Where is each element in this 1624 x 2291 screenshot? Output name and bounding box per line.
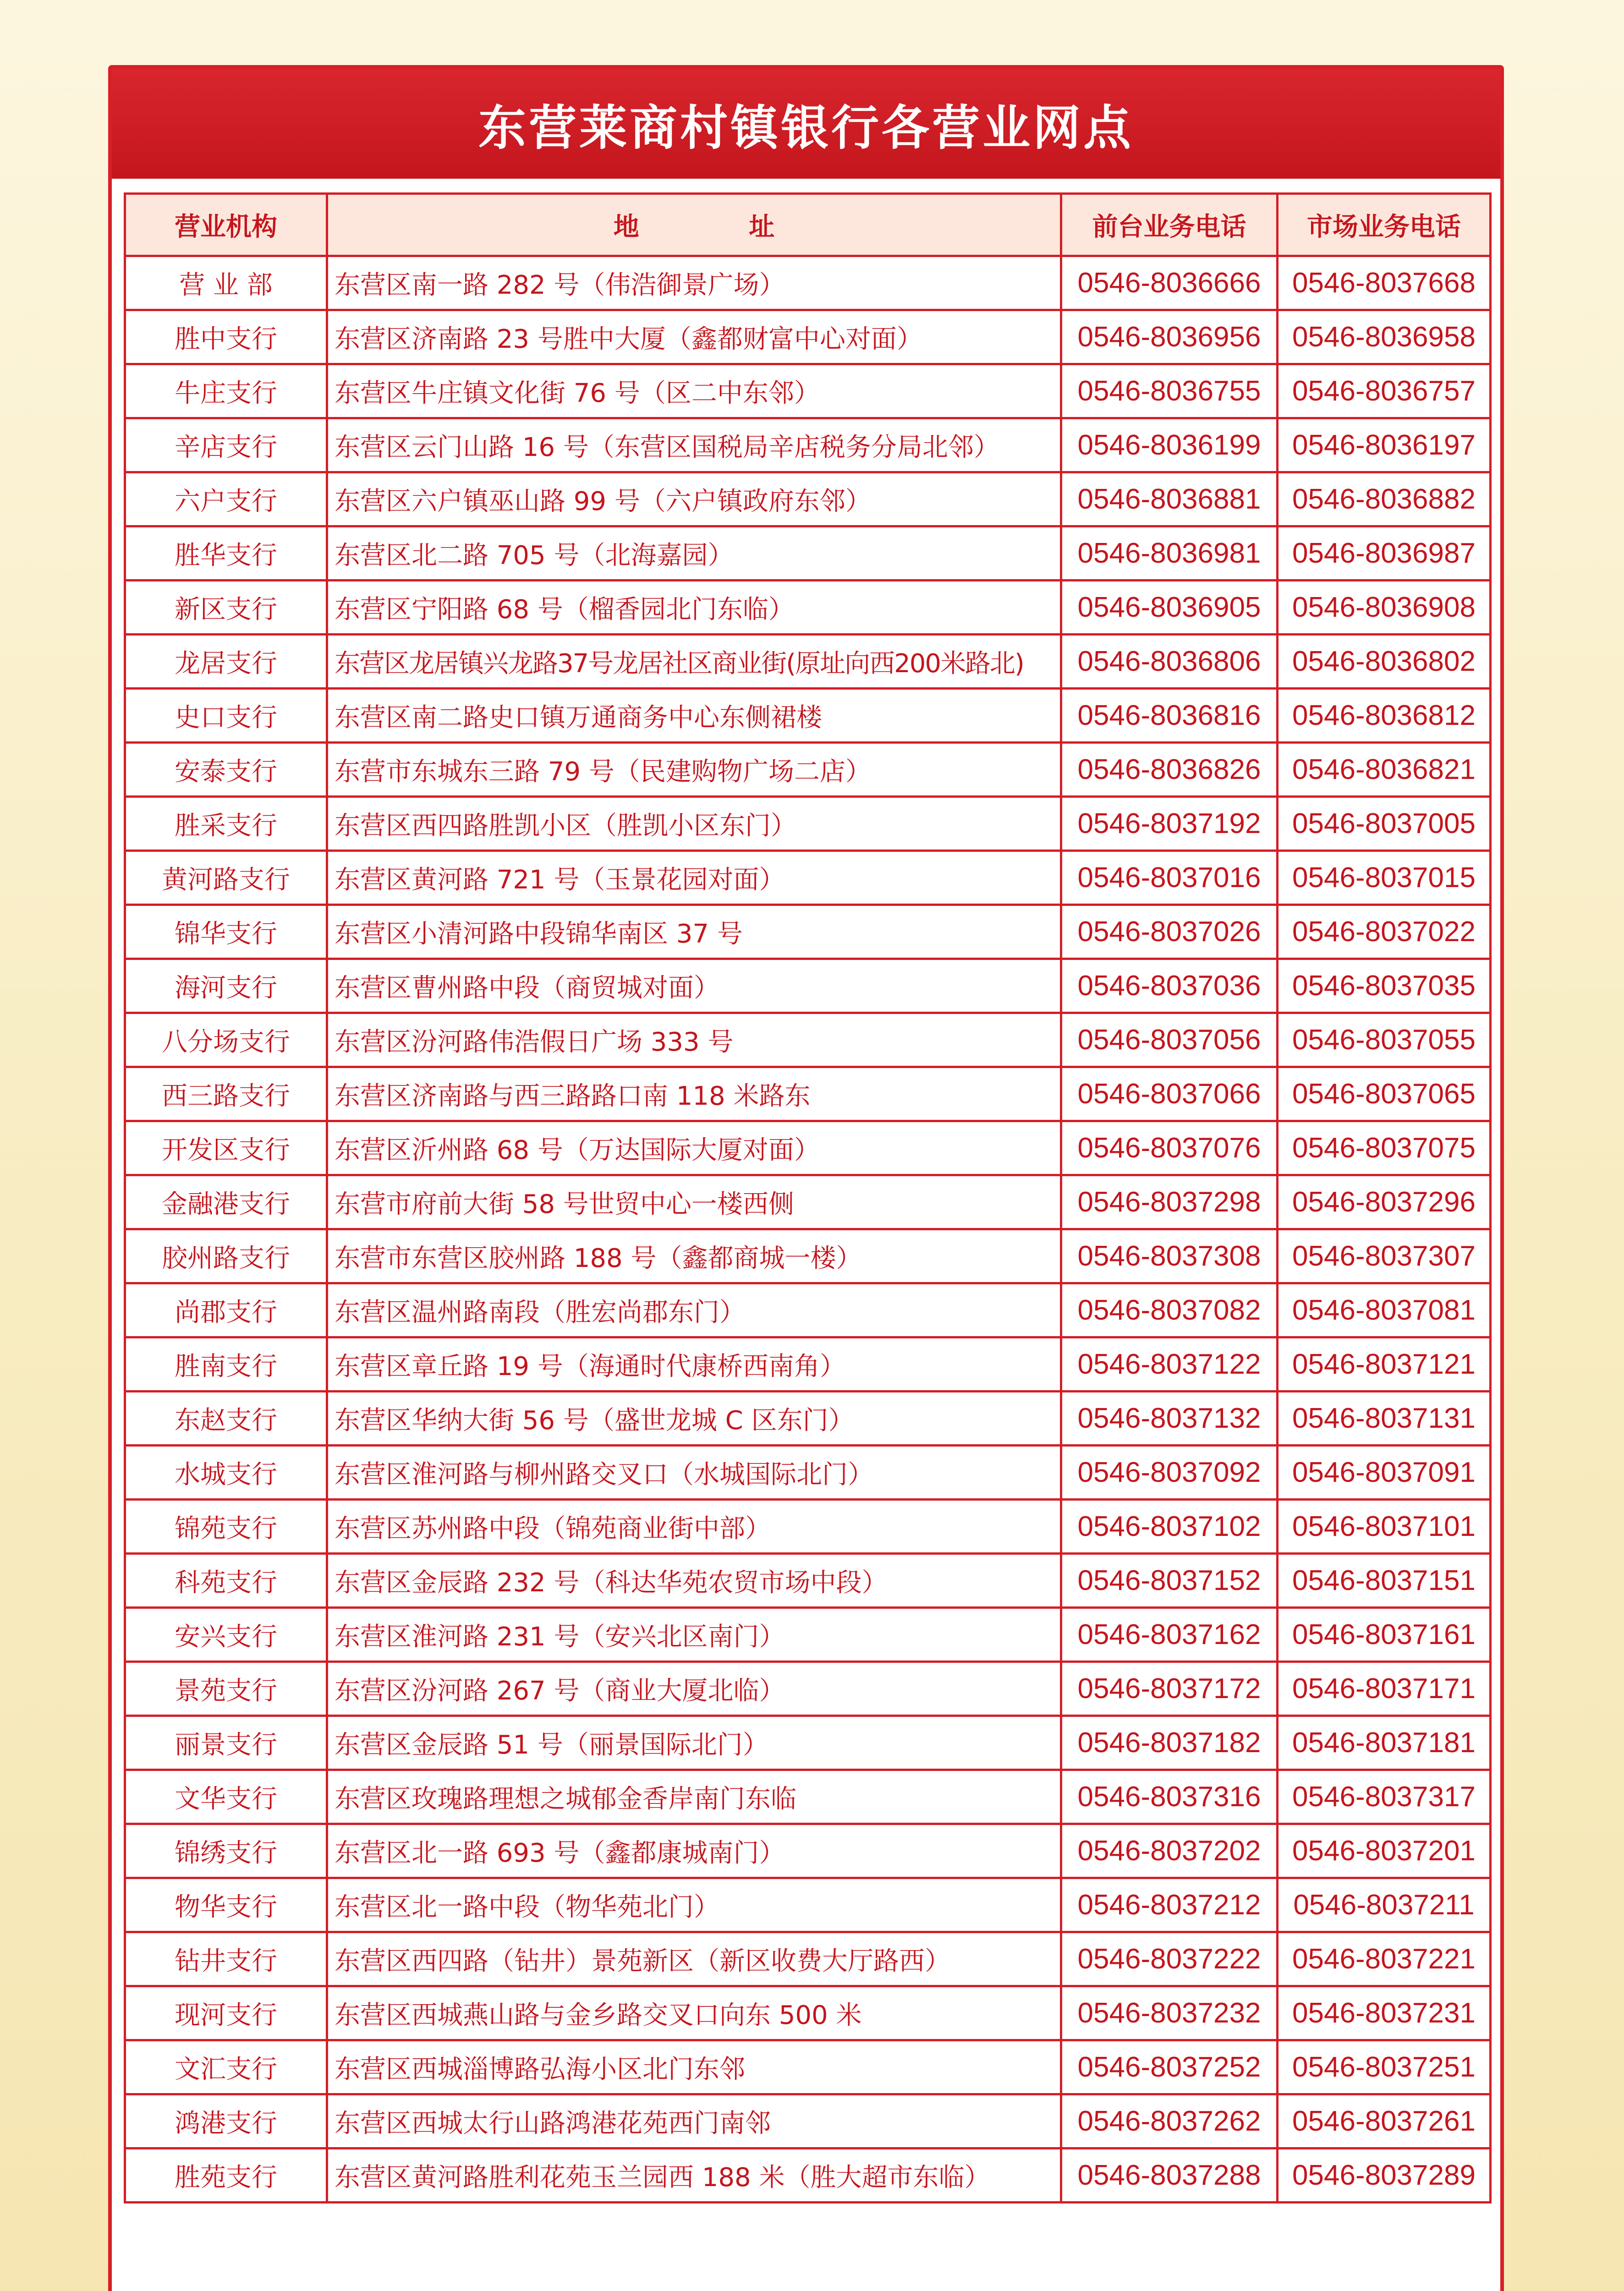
- front-phone-cell: 0546-8037232: [1061, 1986, 1278, 2040]
- table-row: [125, 1337, 1491, 1392]
- front-phone-cell: 0546-8037308: [1061, 1229, 1278, 1283]
- header-front-phone: 前台业务电话: [1061, 194, 1278, 256]
- branch-name-cell: 牛庄支行: [125, 364, 327, 418]
- market-phone-cell: 0546-8036987: [1278, 526, 1491, 581]
- address-cell: 东营区南二路史口镇万通商务中心东侧裙楼: [327, 689, 1061, 743]
- address-cell: 东营区西城淄博路弘海小区北门东邻: [327, 2040, 1061, 2094]
- front-phone-cell: 0546-8036806: [1061, 635, 1278, 689]
- table-row: [125, 1878, 1491, 1932]
- address-cell: 东营区牛庄镇文化街 76 号（区二中东邻）: [327, 364, 1061, 418]
- front-phone-cell: 0546-8037212: [1061, 1878, 1278, 1932]
- address-cell: 东营区北一路 693 号（鑫都康城南门）: [327, 1824, 1061, 1878]
- table-row: [125, 1121, 1491, 1175]
- front-phone-cell: 0546-8037182: [1061, 1716, 1278, 1770]
- market-phone-cell: 0546-8037221: [1278, 1932, 1491, 1986]
- address-cell: 东营区华纳大街 56 号（盛世龙城 C 区东门）: [327, 1392, 1061, 1446]
- branch-list-panel: [108, 65, 1504, 2291]
- branch-name-cell: 钻井支行: [125, 1932, 327, 1986]
- title-bar: [112, 69, 1500, 179]
- header-address: 地 址: [327, 194, 1061, 256]
- address-cell: 东营区西四路胜凯小区（胜凯小区东门）: [327, 797, 1061, 851]
- table-row: [125, 1986, 1491, 2040]
- front-phone-cell: 0546-8037298: [1061, 1175, 1278, 1229]
- table-row: [125, 689, 1491, 743]
- market-phone-cell: 0546-8037317: [1278, 1770, 1491, 1824]
- branch-name-cell: 海河支行: [125, 959, 327, 1013]
- front-phone-cell: 0546-8037016: [1061, 851, 1278, 905]
- front-phone-cell: 0546-8036881: [1061, 472, 1278, 526]
- branch-name-cell: 锦绣支行: [125, 1824, 327, 1878]
- market-phone-cell: 0546-8036958: [1278, 310, 1491, 364]
- branch-name-cell: 八分场支行: [125, 1013, 327, 1067]
- address-cell: 东营区汾河路 267 号（商业大厦北临）: [327, 1662, 1061, 1716]
- branch-name-cell: 史口支行: [125, 689, 327, 743]
- market-phone-cell: 0546-8037201: [1278, 1824, 1491, 1878]
- address-cell: 东营区温州路南段（胜宏尚郡东门）: [327, 1283, 1061, 1337]
- branch-name-cell: 锦苑支行: [125, 1500, 327, 1554]
- address-cell: 东营区苏州路中段（锦苑商业街中部）: [327, 1500, 1061, 1554]
- branch-name-cell: 安泰支行: [125, 743, 327, 797]
- market-phone-cell: 0546-8037161: [1278, 1608, 1491, 1662]
- market-phone-cell: 0546-8037022: [1278, 905, 1491, 959]
- table-row: [125, 1013, 1491, 1067]
- front-phone-cell: 0546-8037152: [1061, 1554, 1278, 1608]
- table-row: [125, 851, 1491, 905]
- address-cell: 东营区金辰路 232 号（科达华苑农贸市场中段）: [327, 1554, 1061, 1608]
- branch-name-cell: 金融港支行: [125, 1175, 327, 1229]
- table-row: [125, 1175, 1491, 1229]
- market-phone-cell: 0546-8037065: [1278, 1067, 1491, 1121]
- branch-name-cell: 胜采支行: [125, 797, 327, 851]
- address-cell: 东营区云门山路 16 号（东营区国税局辛店税务分局北邻）: [327, 418, 1061, 472]
- branch-name-cell: 物华支行: [125, 1878, 327, 1932]
- branch-name-cell: 景苑支行: [125, 1662, 327, 1716]
- market-phone-cell: 0546-8037035: [1278, 959, 1491, 1013]
- address-cell: 东营区金辰路 51 号（丽景国际北门）: [327, 1716, 1061, 1770]
- branch-table-container: [124, 192, 1489, 2203]
- market-phone-cell: 0546-8037081: [1278, 1283, 1491, 1337]
- front-phone-cell: 0546-8036666: [1061, 256, 1278, 310]
- market-phone-cell: 0546-8037307: [1278, 1229, 1491, 1283]
- table-row: [125, 2094, 1491, 2148]
- front-phone-cell: 0546-8036816: [1061, 689, 1278, 743]
- front-phone-cell: 0546-8036981: [1061, 526, 1278, 581]
- table-row: [125, 581, 1491, 635]
- market-phone-cell: 0546-8037181: [1278, 1716, 1491, 1770]
- market-phone-cell: 0546-8037251: [1278, 2040, 1491, 2094]
- table-row: [125, 1392, 1491, 1446]
- table-row: [125, 635, 1491, 689]
- front-phone-cell: 0546-8037192: [1061, 797, 1278, 851]
- table-row: [125, 1554, 1491, 1608]
- branch-name-cell: 营 业 部: [125, 256, 327, 310]
- address-cell: 东营市东城东三路 79 号（民建购物广场二店）: [327, 743, 1061, 797]
- front-phone-cell: 0546-8037252: [1061, 2040, 1278, 2094]
- address-cell: 东营区龙居镇兴龙路37号龙居社区商业街(原址向西200米路北): [327, 635, 1061, 689]
- table-row: [125, 526, 1491, 581]
- address-cell: 东营区沂州路 68 号（万达国际大厦对面）: [327, 1121, 1061, 1175]
- front-phone-cell: 0546-8036956: [1061, 310, 1278, 364]
- market-phone-cell: 0546-8037131: [1278, 1392, 1491, 1446]
- table-row: [125, 2148, 1491, 2203]
- branch-name-cell: 新区支行: [125, 581, 327, 635]
- market-phone-cell: 0546-8037211: [1278, 1878, 1491, 1932]
- address-cell: 东营区曹州路中段（商贸城对面）: [327, 959, 1061, 1013]
- table-row: [125, 1283, 1491, 1337]
- market-phone-cell: 0546-8036197: [1278, 418, 1491, 472]
- market-phone-cell: 0546-8037101: [1278, 1500, 1491, 1554]
- branch-name-cell: 科苑支行: [125, 1554, 327, 1608]
- table-row: [125, 1067, 1491, 1121]
- market-phone-cell: 0546-8037091: [1278, 1446, 1491, 1500]
- page-title: 东营莱商村镇银行各营业网点: [478, 100, 1134, 156]
- front-phone-cell: 0546-8037122: [1061, 1337, 1278, 1392]
- table-row: [125, 1824, 1491, 1878]
- market-phone-cell: 0546-8036882: [1278, 472, 1491, 526]
- front-phone-cell: 0546-8037262: [1061, 2094, 1278, 2148]
- branch-name-cell: 尚郡支行: [125, 1283, 327, 1337]
- branch-name-cell: 水城支行: [125, 1446, 327, 1500]
- branch-name-cell: 现河支行: [125, 1986, 327, 2040]
- branch-name-cell: 丽景支行: [125, 1716, 327, 1770]
- table-row: [125, 905, 1491, 959]
- address-cell: 东营区章丘路 19 号（海通时代康桥西南角）: [327, 1337, 1061, 1392]
- table-row: [125, 418, 1491, 472]
- table-row: [125, 1770, 1491, 1824]
- market-phone-cell: 0546-8036812: [1278, 689, 1491, 743]
- market-phone-cell: 0546-8037296: [1278, 1175, 1491, 1229]
- table-row: [125, 959, 1491, 1013]
- front-phone-cell: 0546-8036755: [1061, 364, 1278, 418]
- market-phone-cell: 0546-8037668: [1278, 256, 1491, 310]
- address-cell: 东营区黄河路 721 号（玉景花园对面）: [327, 851, 1061, 905]
- market-phone-cell: 0546-8036802: [1278, 635, 1491, 689]
- table-row: [125, 1446, 1491, 1500]
- front-phone-cell: 0546-8036826: [1061, 743, 1278, 797]
- market-phone-cell: 0546-8037171: [1278, 1662, 1491, 1716]
- address-cell: 东营区汾河路伟浩假日广场 333 号: [327, 1013, 1061, 1067]
- market-phone-cell: 0546-8037231: [1278, 1986, 1491, 2040]
- table-row: [125, 1662, 1491, 1716]
- address-cell: 东营区小清河路中段锦华南区 37 号: [327, 905, 1061, 959]
- front-phone-cell: 0546-8037036: [1061, 959, 1278, 1013]
- branch-name-cell: 六户支行: [125, 472, 327, 526]
- table-row: [125, 256, 1491, 310]
- address-cell: 东营市东营区胶州路 188 号（鑫都商城一楼）: [327, 1229, 1061, 1283]
- front-phone-cell: 0546-8037066: [1061, 1067, 1278, 1121]
- address-cell: 东营区北一路中段（物华苑北门）: [327, 1878, 1061, 1932]
- market-phone-cell: 0546-8036757: [1278, 364, 1491, 418]
- branch-name-cell: 文华支行: [125, 1770, 327, 1824]
- address-cell: 东营区玫瑰路理想之城郁金香岸南门东临: [327, 1770, 1061, 1824]
- address-cell: 东营区济南路与西三路路口南 118 米路东: [327, 1067, 1061, 1121]
- address-cell: 东营区淮河路 231 号（安兴北区南门）: [327, 1608, 1061, 1662]
- address-cell: 东营区黄河路胜利花苑玉兰园西 188 米（胜大超市东临）: [327, 2148, 1061, 2203]
- branch-name-cell: 安兴支行: [125, 1608, 327, 1662]
- front-phone-cell: 0546-8037076: [1061, 1121, 1278, 1175]
- market-phone-cell: 0546-8037015: [1278, 851, 1491, 905]
- address-cell: 东营区济南路 23 号胜中大厦（鑫都财富中心对面）: [327, 310, 1061, 364]
- front-phone-cell: 0546-8037202: [1061, 1824, 1278, 1878]
- front-phone-cell: 0546-8037288: [1061, 2148, 1278, 2203]
- table-row: [125, 364, 1491, 418]
- market-phone-cell: 0546-8037121: [1278, 1337, 1491, 1392]
- front-phone-cell: 0546-8036199: [1061, 418, 1278, 472]
- branch-table: [124, 192, 1492, 2203]
- branch-name-cell: 文汇支行: [125, 2040, 327, 2094]
- address-cell: 东营区西城燕山路与金乡路交叉口向东 500 米: [327, 1986, 1061, 2040]
- table-row: [125, 1716, 1491, 1770]
- branch-name-cell: 胜苑支行: [125, 2148, 327, 2203]
- table-row: [125, 472, 1491, 526]
- market-phone-cell: 0546-8037289: [1278, 2148, 1491, 2203]
- branch-name-cell: 黄河路支行: [125, 851, 327, 905]
- header-market-phone: 市场业务电话: [1278, 194, 1491, 256]
- table-row: [125, 1608, 1491, 1662]
- table-body: [125, 256, 1491, 2203]
- address-cell: 东营区西四路（钻井）景苑新区（新区收费大厅路西）: [327, 1932, 1061, 1986]
- address-cell: 东营区北二路 705 号（北海嘉园）: [327, 526, 1061, 581]
- branch-name-cell: 胶州路支行: [125, 1229, 327, 1283]
- market-phone-cell: 0546-8037075: [1278, 1121, 1491, 1175]
- front-phone-cell: 0546-8037092: [1061, 1446, 1278, 1500]
- branch-name-cell: 开发区支行: [125, 1121, 327, 1175]
- front-phone-cell: 0546-8037162: [1061, 1608, 1278, 1662]
- front-phone-cell: 0546-8037056: [1061, 1013, 1278, 1067]
- front-phone-cell: 0546-8037222: [1061, 1932, 1278, 1986]
- table-row: [125, 1229, 1491, 1283]
- branch-name-cell: 鸿港支行: [125, 2094, 327, 2148]
- header-branch: 营业机构: [125, 194, 327, 256]
- market-phone-cell: 0546-8037151: [1278, 1554, 1491, 1608]
- branch-name-cell: 胜华支行: [125, 526, 327, 581]
- table-row: [125, 310, 1491, 364]
- table-row: [125, 2040, 1491, 2094]
- branch-name-cell: 龙居支行: [125, 635, 327, 689]
- front-phone-cell: 0546-8037172: [1061, 1662, 1278, 1716]
- market-phone-cell: 0546-8037261: [1278, 2094, 1491, 2148]
- market-phone-cell: 0546-8036821: [1278, 743, 1491, 797]
- front-phone-cell: 0546-8037316: [1061, 1770, 1278, 1824]
- market-phone-cell: 0546-8037005: [1278, 797, 1491, 851]
- table-row: [125, 1932, 1491, 1986]
- table-header-row: [125, 194, 1491, 256]
- front-phone-cell: 0546-8037026: [1061, 905, 1278, 959]
- address-cell: 东营区西城太行山路鸿港花苑西门南邻: [327, 2094, 1061, 2148]
- branch-name-cell: 西三路支行: [125, 1067, 327, 1121]
- branch-name-cell: 辛店支行: [125, 418, 327, 472]
- address-cell: 东营区六户镇巫山路 99 号（六户镇政府东邻）: [327, 472, 1061, 526]
- address-cell: 东营区淮河路与柳州路交叉口（水城国际北门）: [327, 1446, 1061, 1500]
- address-cell: 东营区南一路 282 号（伟浩御景广场）: [327, 256, 1061, 310]
- branch-name-cell: 胜南支行: [125, 1337, 327, 1392]
- front-phone-cell: 0546-8037132: [1061, 1392, 1278, 1446]
- front-phone-cell: 0546-8037102: [1061, 1500, 1278, 1554]
- front-phone-cell: 0546-8036905: [1061, 581, 1278, 635]
- table-row: [125, 743, 1491, 797]
- address-cell: 东营市府前大街 58 号世贸中心一楼西侧: [327, 1175, 1061, 1229]
- market-phone-cell: 0546-8037055: [1278, 1013, 1491, 1067]
- market-phone-cell: 0546-8036908: [1278, 581, 1491, 635]
- front-phone-cell: 0546-8037082: [1061, 1283, 1278, 1337]
- branch-name-cell: 东赵支行: [125, 1392, 327, 1446]
- table-row: [125, 1500, 1491, 1554]
- table-row: [125, 797, 1491, 851]
- address-cell: 东营区宁阳路 68 号（榴香园北门东临）: [327, 581, 1061, 635]
- branch-name-cell: 胜中支行: [125, 310, 327, 364]
- branch-name-cell: 锦华支行: [125, 905, 327, 959]
